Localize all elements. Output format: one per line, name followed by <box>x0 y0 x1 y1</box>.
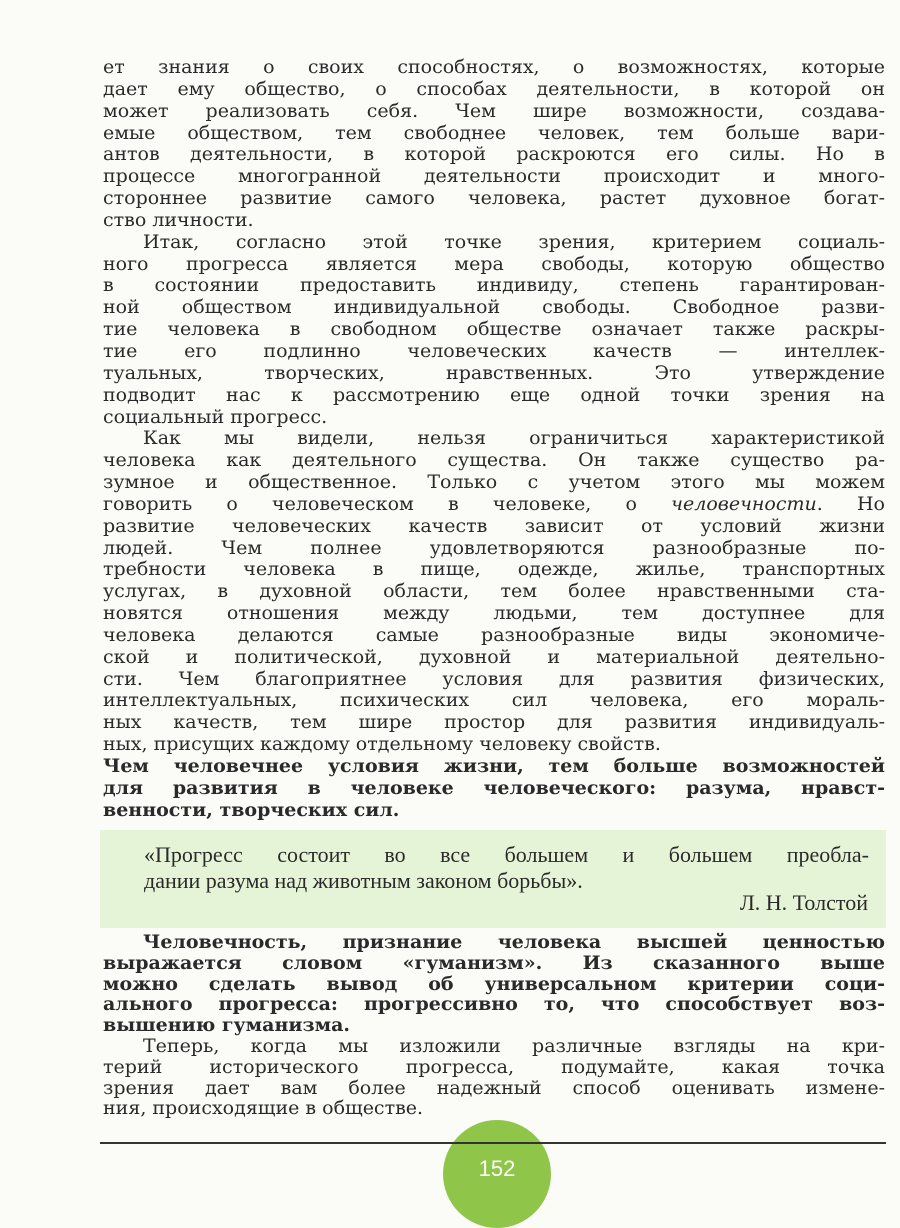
text-line: тие его подлинно человеческих качеств — интеллек- <box>103 339 885 362</box>
text-line: Теперь, когда мы изложили различные взгляды на кри- <box>143 1034 885 1057</box>
text-line: туальных, творческих, нравственных. Это утверждение <box>103 361 885 384</box>
text-line: дает ему общество, о способах деятельности, в которой он <box>103 77 885 100</box>
text-line: ного прогресса является мера свободы, которую общество <box>103 252 885 275</box>
closing-text <box>103 932 885 1119</box>
text-line: ных качеств, тем шире простор для развития индивидуаль- <box>103 711 885 734</box>
text-line: услугах, в духовной области, тем более нравственными ста- <box>103 580 885 603</box>
paragraph <box>103 756 885 822</box>
text-line: развитие человеческих качеств зависит от условий жизни <box>103 514 885 537</box>
footer-rule <box>100 1142 886 1144</box>
text-line: ство личности. <box>103 208 254 231</box>
text-line: интеллектуальных, психических сил человека, его мораль- <box>103 689 885 712</box>
text-line: антов деятельности, в которой раскроются его силы. Но в <box>103 143 885 166</box>
text-line: сти. Чем благоприятнее условия для развития физических, <box>103 667 885 690</box>
quote-line: дании разума над животным законом борьбы». <box>144 868 583 893</box>
text-line: человека делаются самые разнообразные виды экономиче- <box>103 623 885 646</box>
text-line: может реализовать себя. Чем шире возможности, создава- <box>103 99 885 122</box>
text-line: зрения дает вам более надежный способ оценивать измене- <box>103 1076 885 1099</box>
text-line: Как мы видели, нельзя ограничиться характеристикой <box>143 427 885 450</box>
text-line: подводит нас к рассмотрению еще одной точки зрения на <box>103 383 885 406</box>
text-line: социальный прогресс. <box>103 405 328 428</box>
paragraph <box>103 932 885 1036</box>
quote-box <box>100 830 886 928</box>
text-line: новятся отношения между людьми, тем доступнее для <box>103 602 885 625</box>
text-line: венности, творческих сил. <box>103 798 400 821</box>
paragraph <box>103 428 885 756</box>
text-line: ных, присущих каждому отдельному человеку свойств. <box>103 733 661 756</box>
text-line: можно сделать вывод об универсальном критерии соци- <box>103 972 885 995</box>
text-line: процессе многогранной деятельности происходит и много- <box>103 165 885 188</box>
text-line: людей. Чем полнее удовлетворяются разнообразные по- <box>103 536 885 559</box>
text-segment: говорить о человеческом в человеке, о <box>103 492 672 515</box>
text-segment: . Но <box>816 492 885 515</box>
text-line: стороннее развитие самого человека, растет духовное богат- <box>103 187 885 210</box>
text-line: терий исторического прогресса, подумайте, какая точка <box>103 1055 885 1078</box>
italic-term: человечности <box>671 492 817 515</box>
text-line: ской и политической, духовной и материальной деятельно- <box>103 645 885 668</box>
text-line: Чем человечнее условия жизни, тем больше возможностей <box>103 755 885 777</box>
paragraph <box>103 57 885 232</box>
quote-author: Л. Н. Толстой <box>739 890 868 915</box>
text-line: Человечность, признание человека высшей ценностью <box>143 931 885 953</box>
text-line: тие человека в свободном обществе означает также раскры- <box>103 318 885 341</box>
text-line: для развития в человеке человеческого: разума, нравст- <box>103 776 885 799</box>
text-line: ной обществом индивидуальной свободы. Свободное разви- <box>103 296 885 319</box>
text-line: в состоянии предоставить индивиду, степень гарантирован- <box>103 274 885 297</box>
paragraph <box>103 1036 885 1119</box>
text-line: выражается словом «гуманизм». Из сказанного выше <box>103 951 885 974</box>
text-line: вышению гуманизма. <box>103 1014 351 1037</box>
text-line: ния, происходящие в обществе. <box>103 1097 424 1120</box>
text-line: емые обществом, тем свободнее человек, тем больше вари- <box>103 121 885 144</box>
text-line: зумное и общественное. Только с учетом этого мы можем <box>103 471 885 494</box>
text-line: человека как деятельного существа. Он также существо ра- <box>103 449 885 472</box>
page-number: 152 <box>478 1156 516 1181</box>
text-line: ет знания о своих способностях, о возможностях, которые <box>103 56 885 78</box>
paragraph <box>103 232 885 429</box>
page-number-badge <box>443 1120 551 1228</box>
main-text <box>103 57 885 822</box>
text-line <box>103 494 885 516</box>
quote-line: «Прогресс состоит во все большем и большем преобла- <box>144 842 869 867</box>
text-line: ального прогресса: прогрессивно то, что способствует воз- <box>103 993 885 1016</box>
text-line: Итак, согласно этой точке зрения, критерием социаль- <box>143 230 885 253</box>
text-line: требности человека в пище, одежде, жилье, транспортных <box>103 558 885 581</box>
